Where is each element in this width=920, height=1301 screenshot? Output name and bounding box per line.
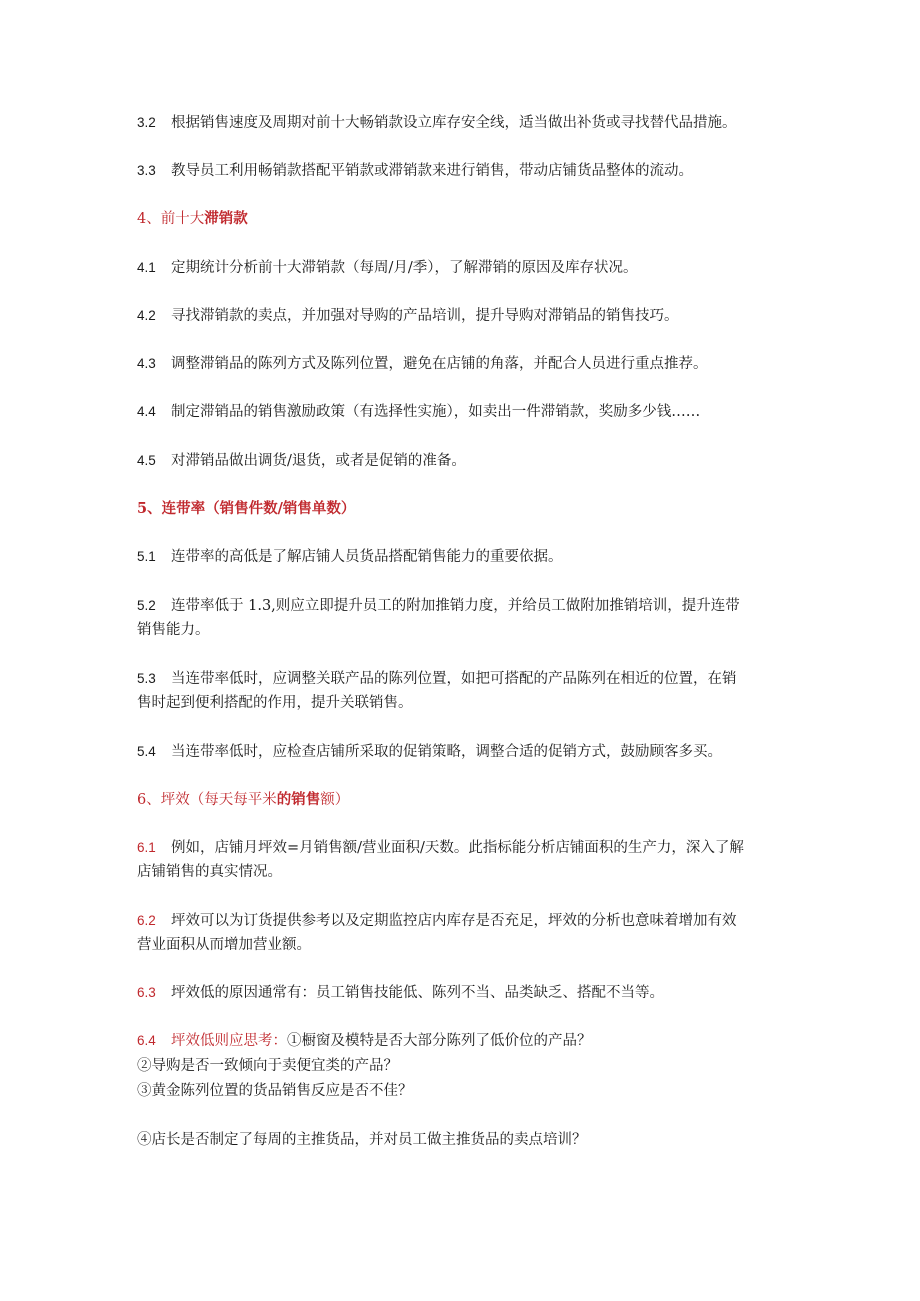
item-text: 根据销售速度及周期对前十大畅销款设立库存安全线，适当做出补货或寻找替代品措施。 xyxy=(171,115,737,131)
heading-text: 5、连带率（销售件数/销售单数） xyxy=(137,500,356,517)
heading-prefix: 4、前十大 xyxy=(137,211,205,227)
item-text: 对滞销品做出调货/退货，或者是促销的准备。 xyxy=(171,453,466,469)
question-text: ②导购是否一致倾向于卖便宜类的产品？ xyxy=(137,1058,398,1074)
heading-4 xyxy=(137,207,785,231)
item-text: 连带率的高低是了解店铺人员货品搭配销售能力的重要依据。 xyxy=(171,549,563,565)
item-text-line-2: 店铺销售的真实情况。 xyxy=(137,864,282,880)
paragraph-3-2 xyxy=(137,111,785,135)
heading-suffix: 额） xyxy=(320,792,350,808)
item-text: 坪效低的原因通常有：员工销售技能低、陈列不当、品类缺乏、搭配不当等。 xyxy=(171,985,664,1001)
item-text-line-1: 连带率低于 1.3,则应立即提升员工的附加推销力度，并给员工做附加推销培训，提升连带 xyxy=(171,598,740,614)
item-text: ①橱窗及模特是否大部分陈列了低价位的产品？ xyxy=(287,1033,592,1049)
item-text-line-2: 售时起到便利搭配的作用，提升关联销售。 xyxy=(137,695,413,711)
paragraph-4-1 xyxy=(137,256,785,280)
item-text-line-1: 例如，店铺月坪效=月销售额/营业面积/天数。此指标能分析店铺面积的生产力，深入了解 xyxy=(171,840,744,856)
item-number: 4.3 xyxy=(137,356,156,371)
heading-prefix: 6、坪效（每天每平米 xyxy=(137,792,277,808)
item-number: 6.1 xyxy=(137,840,156,855)
paragraph-6-3 xyxy=(137,981,785,1005)
item-number: 4.4 xyxy=(137,404,156,419)
item-number: 4.5 xyxy=(137,453,156,468)
item-number: 4.2 xyxy=(137,308,156,323)
item-text: 制定滞销品的销售激励政策（有选择性实施），如卖出一件滞销款，奖励多少钱…… xyxy=(171,404,701,420)
item-number: 5.3 xyxy=(137,671,156,686)
paragraph-4-5 xyxy=(137,449,785,473)
item-number: 6.3 xyxy=(137,985,156,1000)
paragraph-5-3 xyxy=(137,667,785,715)
paragraph-4-3 xyxy=(137,352,785,376)
paragraph-3-3 xyxy=(137,159,785,183)
question-text: ④店长是否制定了每周的主推货品，并对员工做主推货品的卖点培训？ xyxy=(137,1132,587,1148)
item-text-line-2: 营业面积从而增加营业额。 xyxy=(137,937,311,953)
paragraph-6-2 xyxy=(137,909,785,957)
question-2 xyxy=(137,1054,785,1078)
heading-6 xyxy=(137,788,785,812)
item-text-line-1: 坪效可以为订货提供参考以及定期监控店内库存是否充足，坪效的分析也意味着增加有效 xyxy=(171,913,737,929)
heading-5 xyxy=(137,497,785,521)
heading-bold: 滞销款 xyxy=(204,210,248,227)
paragraph-5-1 xyxy=(137,545,785,569)
item-text: 当连带率低时，应检查店铺所采取的促销策略，调整合适的促销方式，鼓励顾客多买。 xyxy=(171,744,722,760)
item-number: 6.4 xyxy=(137,1033,156,1048)
paragraph-4-4 xyxy=(137,400,785,424)
paragraph-6-4 xyxy=(137,1029,785,1053)
question-3 xyxy=(137,1079,785,1103)
question-4 xyxy=(137,1128,785,1152)
item-number: 6.2 xyxy=(137,913,156,928)
paragraph-5-4 xyxy=(137,740,785,764)
item-text: 教导员工利用畅销款搭配平销款或滞销款来进行销售，带动店铺货品整体的流动。 xyxy=(171,163,693,179)
item-red-text: 坪效低则应思考： xyxy=(171,1033,287,1049)
question-text: ③黄金陈列位置的货品销售反应是否不佳？ xyxy=(137,1083,413,1099)
item-number: 5.4 xyxy=(137,744,156,759)
item-text: 调整滞销品的陈列方式及陈列位置，避免在店铺的角落，并配合人员进行重点推荐。 xyxy=(171,356,708,372)
item-text-line-1: 当连带率低时，应调整关联产品的陈列位置，如把可搭配的产品陈列在相近的位置，在销 xyxy=(171,671,737,687)
paragraph-6-1 xyxy=(137,836,785,884)
heading-bold: 的销售 xyxy=(276,791,321,808)
item-number: 5.1 xyxy=(137,549,156,564)
item-text: 寻找滞销款的卖点，并加强对导购的产品培训，提升导购对滞销品的销售技巧。 xyxy=(171,308,679,324)
item-number: 5.2 xyxy=(137,598,156,613)
item-number: 4.1 xyxy=(137,260,156,275)
item-number: 3.3 xyxy=(137,163,156,178)
item-text: 定期统计分析前十大滞销款（每周/月/季），了解滞销的原因及库存状况。 xyxy=(171,260,638,276)
paragraph-5-2 xyxy=(137,594,785,642)
paragraph-4-2 xyxy=(137,304,785,328)
item-text-line-2: 销售能力。 xyxy=(137,622,210,638)
item-number: 3.2 xyxy=(137,115,156,130)
